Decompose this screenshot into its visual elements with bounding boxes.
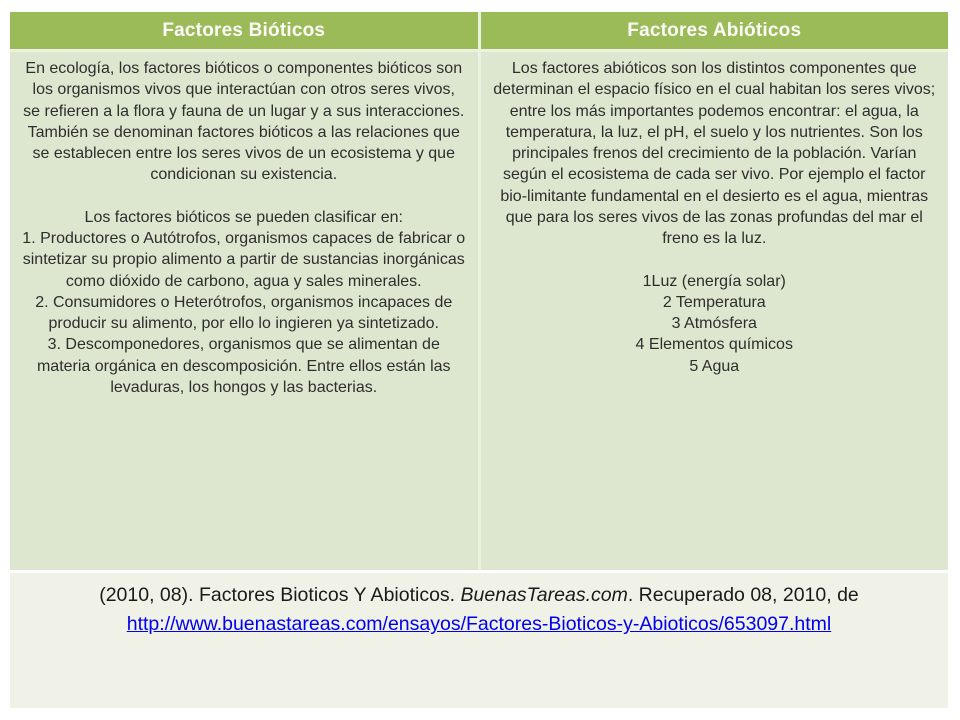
bioticos-body-cell	[10, 52, 478, 570]
factors-table	[10, 12, 948, 570]
citation-source: BuenasTareas.com	[460, 584, 628, 606]
bioticos-paragraph: 3. Descomponedores, organismos que se alimentan de materia orgánica en descomposición. Entre ellos están las levaduras, los hongos y las bacterias.	[36, 336, 451, 396]
abioticos-list-item: 5 Agua	[689, 357, 740, 375]
abioticos-paragraph: Los factores abióticos son los distintos componentes que determinan el espacio físico en el cual habitan los seres vivos; entre los más importantes podemos encontrar: el agua, la temperatura, la luz, el pH, el suelo y los nutrientes. Son los principales frenos del crecimiento de la población. Varían según el ecosistema de cada ser vivo. Por ejemplo el factor bio-limitante fundamental en el desierto es el agua, mientras que para los seres vivos de las zonas profundas del mar el freno es la luz.	[493, 60, 936, 248]
abioticos-list-item: 4 Elementos químicos	[635, 336, 793, 354]
column-header-abioticos	[481, 12, 949, 49]
citation-link[interactable]: http://www.buenastareas.com/ensayos/Factores-Bioticos-y-Abioticos/653097.html	[126, 613, 832, 636]
column-header-bioticos-label: Factores Bióticos	[162, 19, 326, 41]
citation-middle: . Recuperado 08, 2010, de	[627, 584, 859, 606]
bioticos-paragraph: Los factores bióticos se pueden clasificar en:	[84, 208, 403, 226]
column-header-abioticos-label: Factores Abióticos	[627, 19, 802, 41]
column-header-bioticos	[10, 12, 478, 49]
bioticos-paragraph: En ecología, los factores bióticos o componentes bióticos son los organismos vivos que interactúan con otros seres vivos, se refieren a la flora y fauna de un lugar y a sus interacciones. También se denominan factores bióticos a las relaciones que se establecen entre los seres vivos de un ecosistema y que condicionan su existencia.	[23, 60, 465, 184]
bioticos-paragraph: 2. Consumidores o Heterótrofos, organismos incapaces de producir su alimento, por ello lo ingieren ya sintetizado.	[35, 293, 453, 333]
citation-area	[10, 573, 948, 708]
abioticos-list-item: 1Luz (energía solar)	[642, 272, 786, 290]
abioticos-body-cell	[481, 52, 949, 570]
abioticos-spacer	[493, 249, 937, 270]
abioticos-list-item: 3 Atmósfera	[671, 315, 757, 333]
bioticos-paragraph: 1. Productores o Autótrofos, organismos capaces de fabricar o sintetizar su propio alimento a partir de sustancias inorgánicas como dióxido de carbono, agua y sales minerales.	[22, 230, 466, 290]
citation-prefix: (2010, 08). Factores Bioticos Y Abioticos.	[99, 584, 461, 606]
abioticos-list-item: 2 Temperatura	[662, 293, 766, 311]
bioticos-spacer	[22, 186, 466, 207]
